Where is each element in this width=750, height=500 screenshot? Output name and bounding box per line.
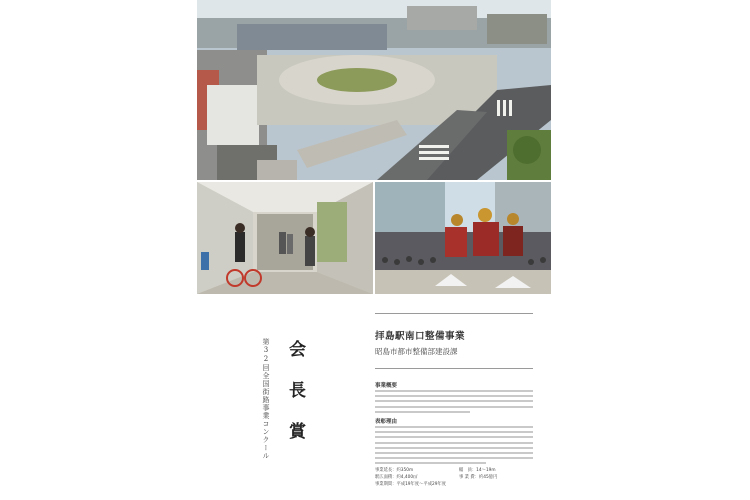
festival-plaza-photo	[375, 182, 551, 294]
spec-width: 幅 員：14〜19m	[459, 468, 496, 473]
reason-body-text	[375, 426, 533, 468]
award-title: 会長賞	[285, 340, 305, 463]
spec-period: 事業期間：平成19年度〜平成29年度	[375, 482, 447, 487]
spec-extension: 事業延長：約350m	[375, 468, 414, 473]
spec-plaza-area: 駅広面積：約4,400㎡	[375, 475, 418, 480]
overview-heading: 事業概要	[375, 383, 398, 389]
overview-body-text	[375, 390, 533, 416]
organization-name: 昭島市都市整備部建設課	[375, 347, 458, 356]
divider-top	[375, 313, 533, 314]
reason-heading: 表彰理由	[375, 419, 398, 425]
spec-cost: 事 業 費：約45億円	[459, 475, 498, 480]
contest-name: 第32回全国街路事業コンクール	[262, 338, 270, 460]
project-title: 拝島駅南口整備事業	[375, 331, 466, 342]
aerial-view-photo	[197, 0, 551, 180]
award-document-page	[197, 0, 551, 500]
pedestrian-passage-photo	[197, 182, 373, 294]
divider-middle	[375, 368, 533, 369]
